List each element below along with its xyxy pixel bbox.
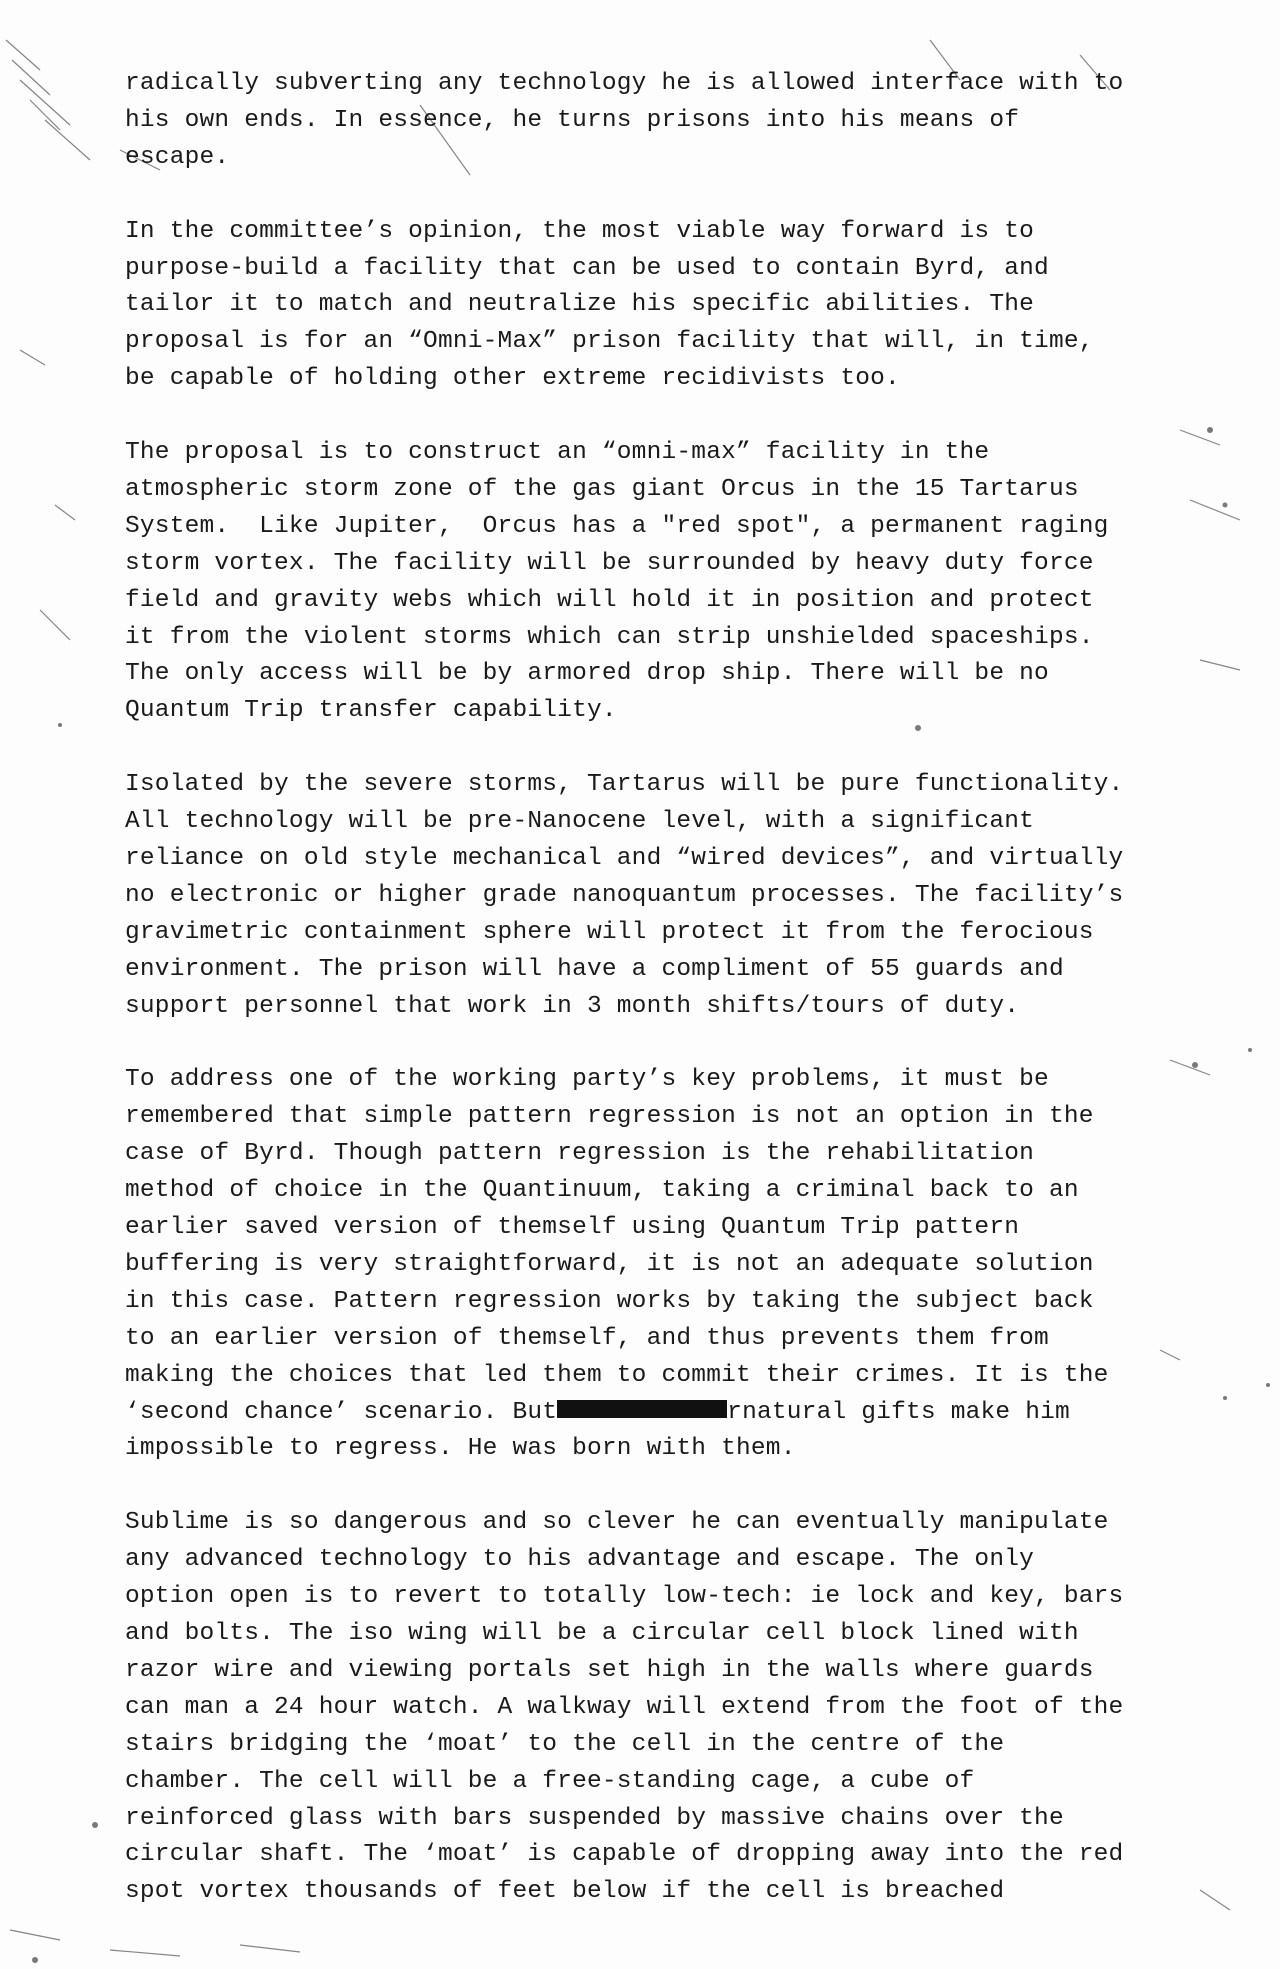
text-line: Sublime is so dangerous and so clever he can eventually manipulate xyxy=(125,1509,1109,1537)
paragraph-2 xyxy=(125,214,1245,399)
text-line: environment. The prison will have a compliment of 55 guards and xyxy=(125,955,1064,983)
text-line: no electronic or higher grade nanoquantum processes. The facility’s xyxy=(125,881,1124,909)
text-line-redacted xyxy=(125,1395,1245,1432)
text-fragment: rnatural gifts make him xyxy=(727,1398,1070,1426)
text-line: escape. xyxy=(125,143,230,171)
text-line: gravimetric containment sphere will protect it from the ferocious xyxy=(125,918,1094,946)
text-line: reliance on old style mechanical and “wired devices”, and virtually xyxy=(125,844,1124,872)
text-line: his own ends. In essence, he turns prisons into his means of xyxy=(125,106,1020,134)
text-line: in this case. Pattern regression works by taking the subject back xyxy=(125,1287,1094,1315)
text-line: All technology will be pre-Nanocene level, with a significant xyxy=(125,808,1035,836)
text-line: razor wire and viewing portals set high in the walls where guards xyxy=(125,1656,1094,1684)
text-line: In the committee’s opinion, the most viable way forward is to xyxy=(125,217,1035,245)
text-line: to an earlier version of themself, and thus prevents them from xyxy=(125,1324,1049,1352)
text-fragment: ‘second chance’ scenario. But xyxy=(125,1398,558,1426)
paragraph-5 xyxy=(125,1062,1245,1468)
text-line: and bolts. The iso wing will be a circular cell block lined with xyxy=(125,1619,1079,1647)
text-line: spot vortex thousands of feet below if the cell is breached xyxy=(125,1878,1005,1906)
text-line: atmospheric storm zone of the gas giant Orcus in the 15 Tartarus xyxy=(125,475,1079,503)
paragraph-1 xyxy=(125,66,1245,177)
document-body xyxy=(125,66,1245,1948)
text-line: making the choices that led them to commit their crimes. It is the xyxy=(125,1361,1109,1389)
text-line: To address one of the working party’s key problems, it must be xyxy=(125,1066,1049,1094)
text-line: earlier saved version of themself using Quantum Trip pattern xyxy=(125,1214,1020,1242)
text-line: can man a 24 hour watch. A walkway will extend from the foot of the xyxy=(125,1693,1124,1721)
text-line: option open is to revert to totally low-tech: ie lock and key, bars xyxy=(125,1583,1124,1611)
paragraph-6 xyxy=(125,1505,1245,1911)
text-line: tailor it to match and neutralize his specific abilities. The xyxy=(125,291,1035,319)
text-line: radically subverting any technology he is allowed interface with to xyxy=(125,70,1124,97)
text-line: proposal is for an “Omni-Max” prison facility that will, in time, xyxy=(125,328,1094,356)
text-line: case of Byrd. Though pattern regression is the rehabilitation xyxy=(125,1140,1035,1168)
text-line: The proposal is to construct an “omni-max” facility in the xyxy=(125,439,990,467)
text-line: buffering is very straightforward, it is not an adequate solution xyxy=(125,1250,1094,1278)
text-line: reinforced glass with bars suspended by massive chains over the xyxy=(125,1804,1064,1832)
text-line: impossible to regress. He was born with them. xyxy=(125,1435,796,1463)
text-line: field and gravity webs which will hold it in position and protect xyxy=(125,586,1094,614)
text-line: storm vortex. The facility will be surrounded by heavy duty force xyxy=(125,549,1094,577)
text-line: circular shaft. The ‘moat’ is capable of dropping away into the red xyxy=(125,1841,1124,1869)
text-line: it from the violent storms which can strip unshielded spaceships. xyxy=(125,623,1094,651)
text-line: System. Like Jupiter, Orcus has a "red spot", a permanent raging xyxy=(125,512,1109,540)
text-line: purpose-build a facility that can be used to contain Byrd, and xyxy=(125,254,1049,282)
text-line: be capable of holding other extreme recidivists too. xyxy=(125,365,900,393)
text-line: support personnel that work in 3 month shifts/tours of duty. xyxy=(125,992,1020,1020)
text-line: chamber. The cell will be a free-standing cage, a cube of xyxy=(125,1767,975,1795)
paragraph-3 xyxy=(125,435,1245,730)
paragraph-4 xyxy=(125,767,1245,1025)
text-line: Isolated by the severe storms, Tartarus will be pure functionality. xyxy=(125,771,1124,799)
text-line: The only access will be by armored drop ship. There will be no xyxy=(125,660,1049,688)
redaction-bar xyxy=(557,1400,727,1418)
text-line: Quantum Trip transfer capability. xyxy=(125,697,617,725)
text-line: remembered that simple pattern regression is not an option in the xyxy=(125,1103,1094,1131)
text-line: any advanced technology to his advantage and escape. The only xyxy=(125,1546,1035,1574)
text-line: stairs bridging the ‘moat’ to the cell in the centre of the xyxy=(125,1730,1005,1758)
text-line: method of choice in the Quantinuum, taking a criminal back to an xyxy=(125,1177,1079,1205)
